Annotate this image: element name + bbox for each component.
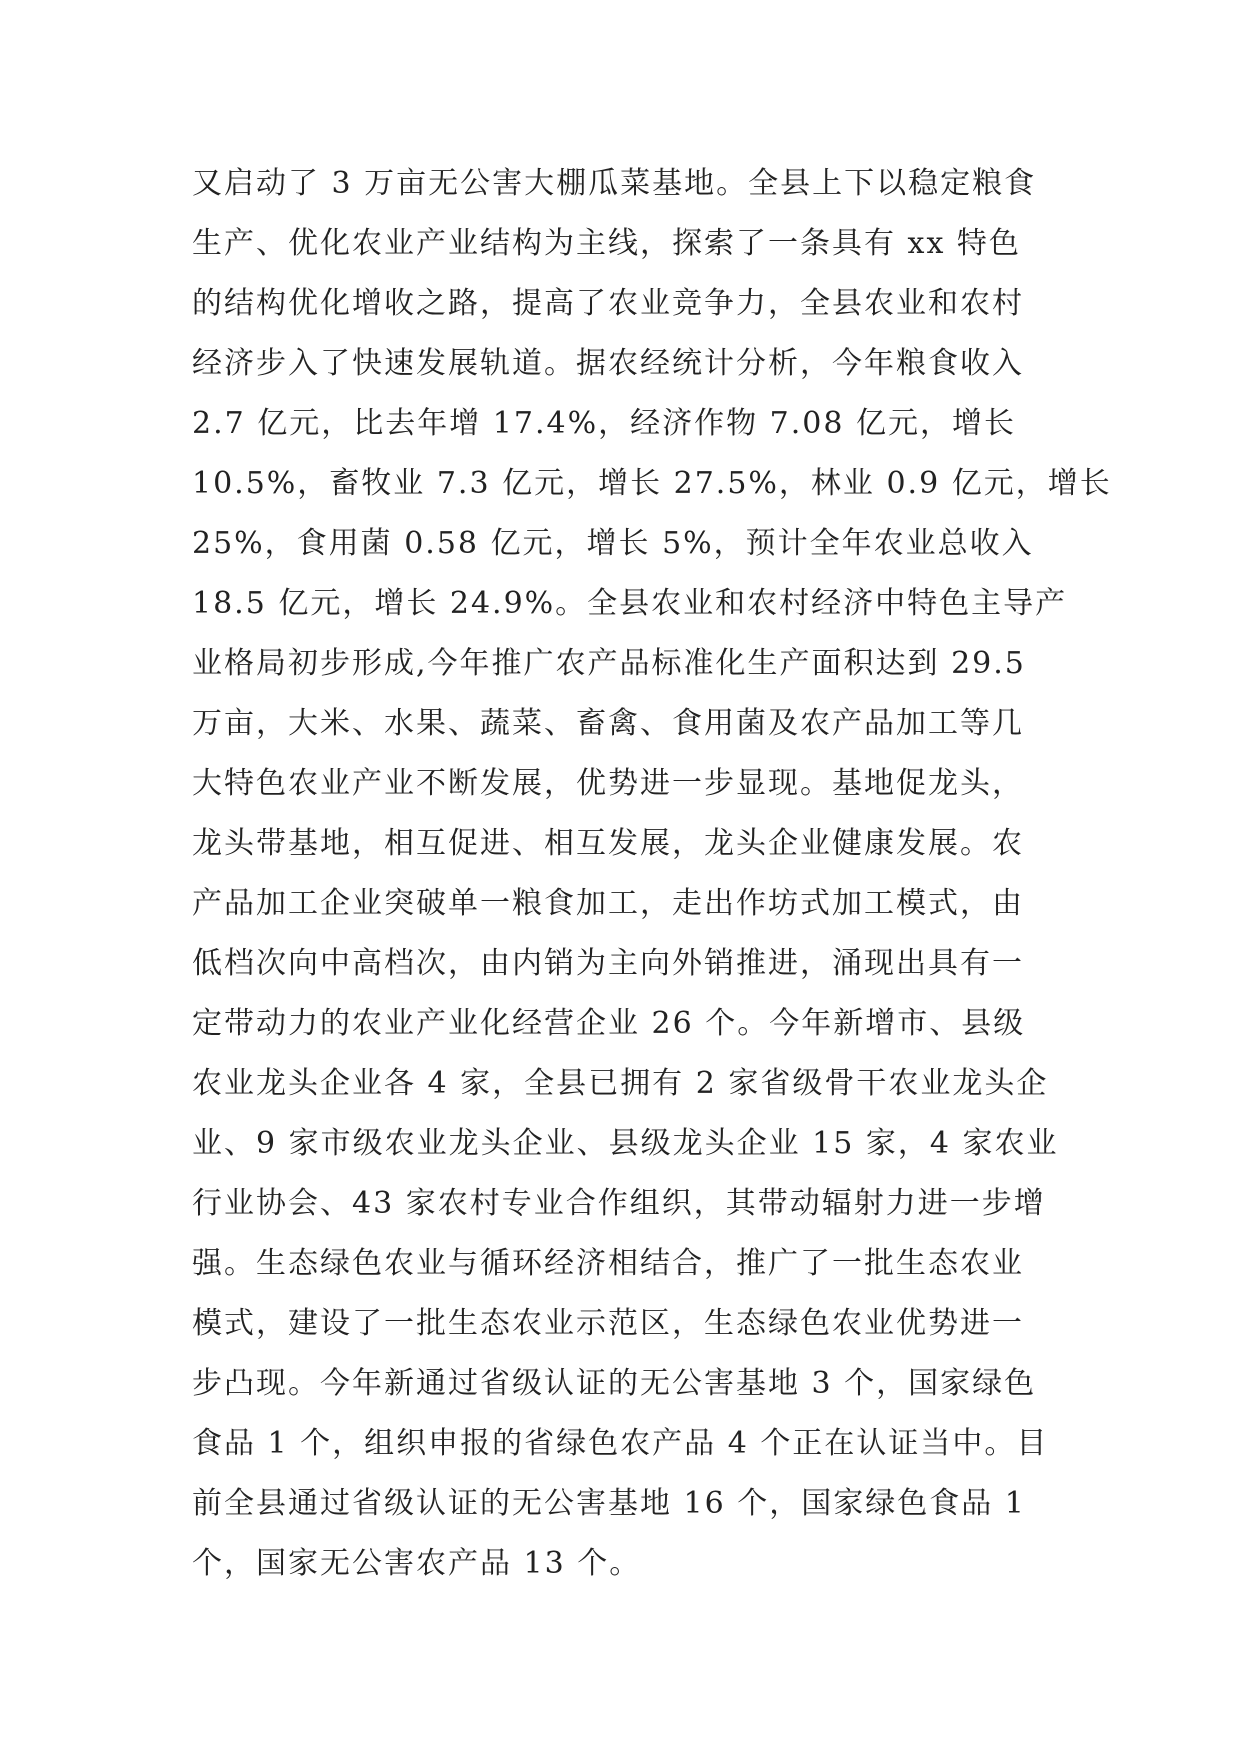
text-line: 低档次向中高档次，由内销为主向外销推进，涌现出具有一: [192, 946, 1024, 981]
text-line: 大特色农业产业不断发展，优势进一步显现。基地促龙头，: [192, 766, 1024, 801]
text-line: 定带动力的农业产业化经营企业 26 个。今年新增市、县级: [192, 1006, 1026, 1041]
text-line: 产品加工企业突破单一粮食加工，走出作坊式加工模式，由: [192, 886, 1024, 921]
text-line: 龙头带基地，相互促进、相互发展，龙头企业健康发展。农: [192, 826, 1024, 861]
text-line: 步凸现。今年新通过省级认证的无公害基地 3 个，国家绿色: [192, 1366, 1037, 1401]
text-line: 强。生态绿色农业与循环经济相结合，推广了一批生态农业: [192, 1246, 1024, 1281]
text-line: 业格局初步形成,今年推广农产品标准化生产面积达到 29.5: [192, 646, 1026, 681]
text-line: 食品 1 个，组织申报的省绿色农产品 4 个正在认证当中。目: [192, 1426, 1049, 1461]
text-line: 业、9 家市级农业龙头企业、县级龙头企业 15 家，4 家农业: [192, 1126, 1059, 1161]
text-line: 经济步入了快速发展轨道。据农经统计分析，今年粮食收入: [192, 346, 1024, 381]
text-line: 10.5%，畜牧业 7.3 亿元，增长 27.5%，林业 0.9 亿元，增长: [192, 466, 1112, 501]
text-line: 农业龙头企业各 4 家，全县已拥有 2 家省级骨干农业龙头企: [192, 1066, 1049, 1101]
text-line: 的结构优化增收之路，提高了农业竞争力，全县农业和农村: [192, 286, 1024, 321]
text-line: 模式，建设了一批生态农业示范区，生态绿色农业优势进一: [192, 1306, 1024, 1341]
text-line: 18.5 亿元，增长 24.9%。全县农业和农村经济中特色主导产: [192, 586, 1068, 621]
text-line: 前全县通过省级认证的无公害基地 16 个，国家绿色食品 1: [192, 1486, 1026, 1521]
text-line: 万亩，大米、水果、蔬菜、畜禽、食用菌及农产品加工等几: [192, 706, 1024, 741]
body-paragraph: [192, 154, 1112, 1594]
text-line: 25%，食用菌 0.58 亿元，增长 5%，预计全年农业总收入: [192, 526, 1034, 561]
text-line: 个，国家无公害农产品 13 个。: [192, 1546, 642, 1581]
text-line: 生产、优化农业产业结构为主线，探索了一条具有 xx 特色: [192, 226, 1021, 261]
text-line: 2.7 亿元，比去年增 17.4%，经济作物 7.08 亿元，增长: [192, 406, 1016, 441]
text-line: 又启动了 3 万亩无公害大棚瓜菜基地。全县上下以稳定粮食: [192, 166, 1037, 201]
text-line: 行业协会、43 家农村专业合作组织，其带动辐射力进一步增: [192, 1186, 1046, 1221]
